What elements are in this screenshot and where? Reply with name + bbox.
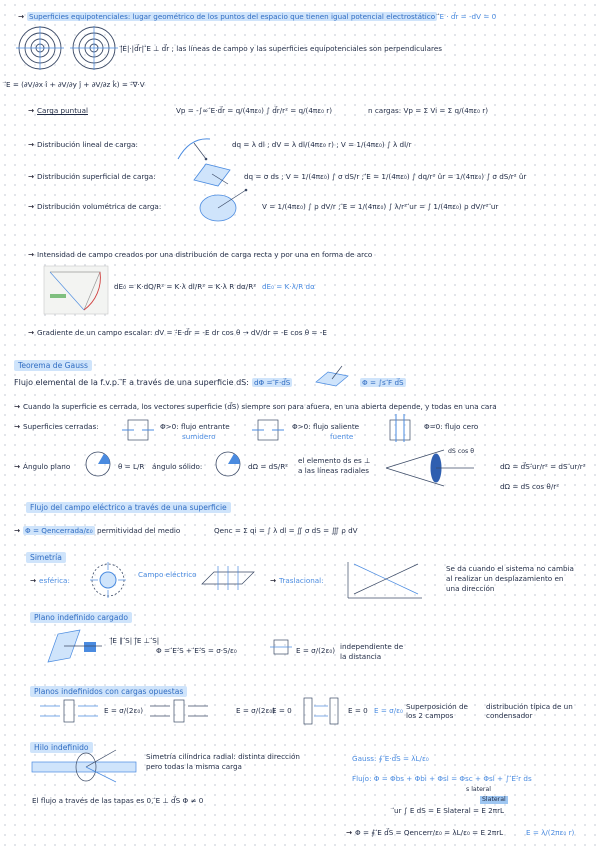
capacitor-note: distribución típica de un condensador — [486, 702, 573, 720]
volume-distribution-label: → Distribución volumétrica de carga: — [28, 202, 162, 211]
plane-flux-formula: Φ = ⃗E·⃗S + ⃗E·⃗S = σ·S/ε₀ — [156, 646, 237, 655]
sink-cube-diagram — [122, 412, 156, 444]
wire-flux-formula: Flujo: Φ = Φbs + Φbi + Φsl = Φsc + Φsl + ∫ ⃗E·⃗r ds — [352, 774, 532, 783]
volume-charge-diagram — [196, 186, 250, 226]
perpendicular-note: |⃗E|·|d⃗r| ⃗E ⊥ d⃗r ; las líneas de campo y las superficies equipotenciales son perpendiculares — [120, 44, 443, 53]
caps-flux-note: El flujo a través de las tapas es 0, ⃗E ⊥ d⃗S Φ ≠ 0 — [32, 796, 204, 805]
section-infinite-plane: Plano indefinido cargado — [30, 612, 132, 623]
outer-field-zero-2: E = 0 — [348, 706, 368, 715]
equipotential-definition: → Superficies equipotenciales: lugar geométrico de los puntos del espacio que tienen igual potencial electrostático ⃗E · d⃗r = -dV = 0 — [18, 12, 497, 21]
source-label: fuente — [330, 432, 354, 441]
equipotential-circles-diagram — [16, 28, 116, 76]
solid-angle-circle — [214, 450, 242, 478]
plane-gauss-box-icon — [270, 636, 292, 658]
linear-distribution-label: → Distribución lineal de carga: — [28, 140, 138, 149]
capacitor-field-value: E = σ/ε₀ — [374, 706, 403, 715]
solid-angle-formula: dΩ = dS/R² — [248, 462, 289, 471]
section-gauss-theorem: Teorema de Gauss — [14, 360, 92, 371]
solid-angle-vector-formula: dΩ = d⃗S·⃗ur/r² = dS ⃗ur/r² — [500, 462, 586, 471]
outflow-text: Φ>0: flujo saliente — [292, 422, 360, 431]
inflow-text: Φ>0: flujo entrante — [160, 422, 230, 431]
charged-plane-diagram — [40, 628, 104, 668]
arrow-icon: → — [28, 106, 35, 115]
closed-surfaces-label: → Superficies cerradas: — [14, 422, 99, 431]
arrow-icon: → — [14, 462, 21, 471]
plane-angle-circle — [84, 450, 112, 478]
closed-surface-note: → Cuando la superficie es cerrada, los vectores superficie (d⃗S) siempre son para afuera, en una abierta depende, y todas en una cara — [14, 402, 497, 411]
section-symmetry: Simetría — [26, 552, 66, 563]
radial-lines-text: a las líneas radiales — [298, 466, 370, 475]
translational-desc-1: Se da cuando el sistema no cambia — [446, 564, 574, 573]
arrow-icon: → — [14, 422, 21, 431]
arrow-icon: → — [28, 172, 35, 181]
arrow-icon: → — [28, 328, 35, 337]
elemental-flux-text: Flujo elemental de la f.v.p. ⃗F a través de una superficie dS: — [14, 378, 249, 387]
scalar-gradient-row: → Gradiente de un campo escalar: dV = -⃗E·d⃗r = -E dr cos θ → dV/dr = -E cos θ = -E — [28, 328, 327, 337]
arrow-icon: → — [28, 140, 35, 149]
wire-gauss-final: → Φ = ∮ ⃗E d⃗S = Qencerr/ε₀ = λL/ε₀ = E 2πrL — [346, 828, 504, 837]
gauss-law-row: → Φ = Qencerrada/ε₀ permitividad del medio — [14, 526, 181, 535]
source-cube-diagram — [252, 412, 286, 444]
translational-desc-2: al realizar un desplazamiento en — [446, 574, 564, 583]
arrow-icon: → — [346, 828, 353, 837]
spherical-label: → esférica: — [30, 576, 70, 585]
point-charge-formula: Vp = -∫∞ ⃗E·d⃗r = q/(4πε₀) ∫ d⃗r/r² = q/(4πε₀ r) — [176, 106, 333, 115]
surface-charge-diagram — [192, 160, 232, 188]
gauss-wire-formula: Gauss: ∮ ⃗E·d⃗S = λL/ε₀ — [352, 754, 429, 763]
wire-field-result: E = λ/(2πε₀ r) — [526, 828, 575, 837]
same-charge-text: pero todas la misma carga — [146, 762, 242, 771]
translational-desc-3: una dirección — [446, 584, 495, 593]
solid-angle-cos-formula: dΩ = dS cos θ/r² — [500, 482, 560, 491]
zero-flux-text: Φ=0: flujo cero — [424, 422, 479, 431]
total-flux-formula: Φ = ∫s ⃗F d⃗S — [362, 378, 404, 387]
distance-independent-1: independiente de — [340, 642, 404, 651]
section-electric-flux: Flujo del campo eléctrico a través de una superficie — [26, 502, 231, 513]
outer-field-zero-1: E = 0 — [272, 706, 292, 715]
translational-label: → Traslacional: — [270, 576, 324, 585]
surface-distribution-label: → Distribución superficial de carga: — [28, 172, 156, 181]
arrow-icon: → — [18, 12, 25, 21]
zero-flux-cube-diagram — [384, 412, 418, 444]
single-plane-field-value: E = σ/(2ε₀) — [104, 706, 144, 715]
arrow-icon: → — [28, 250, 35, 259]
plane-angle-formula: θ = L/R — [118, 462, 145, 471]
slateral-badge: Slateral — [482, 796, 506, 803]
arc-field-result: dE₀ = K·λ/R dα — [262, 282, 315, 291]
second-plane-field-diagram — [150, 700, 210, 722]
arc-distribution-figure — [44, 266, 108, 314]
linear-distribution-formula: dq = λ dl ; dV = λ dl/(4πε₀ r) ; V = 1/(4πε₀) ∫ λ dl/r — [232, 140, 412, 149]
volume-distribution-formula: V = 1/(4πε₀) ∫ ρ dV/r ; ⃗E = 1/(4πε₀) ∫ λ/r² ⃗ur = ∫ 1/(4πε₀) ρ dV/r² ⃗ur — [262, 202, 499, 211]
arrow-icon: → — [14, 402, 21, 411]
translational-symmetry-diagram — [344, 560, 426, 600]
enclosed-charge-formula: Qenc = Σ qi = ∫ λ dl = ∬ σ dS = ∭ ρ dV — [214, 526, 358, 535]
infinite-wire-diagram — [32, 748, 142, 784]
lateral-integral-formula: ⃗ur ∫ E dS = E Slateral = E 2πrL — [394, 806, 505, 815]
capacitor-diagram — [298, 698, 344, 724]
gradient-formula: ⃗E = (∂V/∂x î + ∂V/∂y ĵ + ∂V/∂z k̂) = -⃗∇·V — [6, 80, 145, 89]
surface-distribution-formula: dq = σ ds ; V = 1/(4πε₀) ∫ σ dS/r ; ⃗E = 1/(4πε₀) ∫ dq/r² ûr = 1/(4πε₀) ∫ σ dS/r² ûr — [244, 172, 527, 181]
linear-charge-diagram — [176, 133, 216, 163]
n-charges-formula: n cargas: Vp = Σ Vi = Σ q/(4πε₀ r) — [368, 106, 489, 115]
flux-surface-icon — [312, 366, 352, 390]
point-charge-row: → Carga puntual — [28, 106, 88, 115]
element-perpendicular-text: el elemento ds es ⊥ — [298, 456, 371, 465]
arrow-icon: → — [30, 576, 37, 585]
second-plane-field-value: E = σ/(2ε₀) — [236, 706, 276, 715]
plane-field-result: E = σ/(2ε₀) — [296, 646, 336, 655]
solid-angle-label: ángulo sólido: — [152, 462, 203, 471]
cylindrical-symmetry-text: Simetría cilíndrica radial: distinta dirección — [146, 752, 300, 761]
ds-cos-label: dS cos θ — [448, 448, 474, 455]
arrow-icon: → — [28, 202, 35, 211]
sink-label: sumidero — [182, 432, 216, 441]
plane-field-relations: |⃗E ∥ ⃗S| |⃗E ⊥ ⃗S| — [110, 636, 160, 645]
arc-field-formula: dE₀ = K·dQ/R² = K·λ dl/R² = K·λ R dα/R² — [114, 282, 257, 291]
arrow-icon: → — [14, 526, 21, 535]
electric-field-label: Campo eléctrico — [138, 570, 197, 579]
lateral-surface-label: s lateral — [466, 786, 491, 793]
elemental-flux-formula: dΦ = ⃗F·d⃗S — [254, 378, 291, 387]
arrow-icon: → — [270, 576, 277, 585]
spherical-symmetry-diagram — [88, 560, 128, 600]
single-plane-field-diagram — [40, 700, 100, 722]
plane-angle-label: → Ángulo plano — [14, 462, 71, 471]
superposition-note: Superposición de los 2 campos — [406, 702, 468, 720]
plane-field-diagram — [198, 566, 258, 590]
distance-independent-2: la distancia — [340, 652, 382, 661]
section-infinite-wire: Hilo indefinido — [30, 742, 93, 753]
section-opposite-planes: Planos indefinidos con cargas opuestas — [30, 686, 187, 697]
field-distributions-title: → Intensidad de campo creados por una distribución de carga recta y por una en forma de arco — [28, 250, 373, 259]
